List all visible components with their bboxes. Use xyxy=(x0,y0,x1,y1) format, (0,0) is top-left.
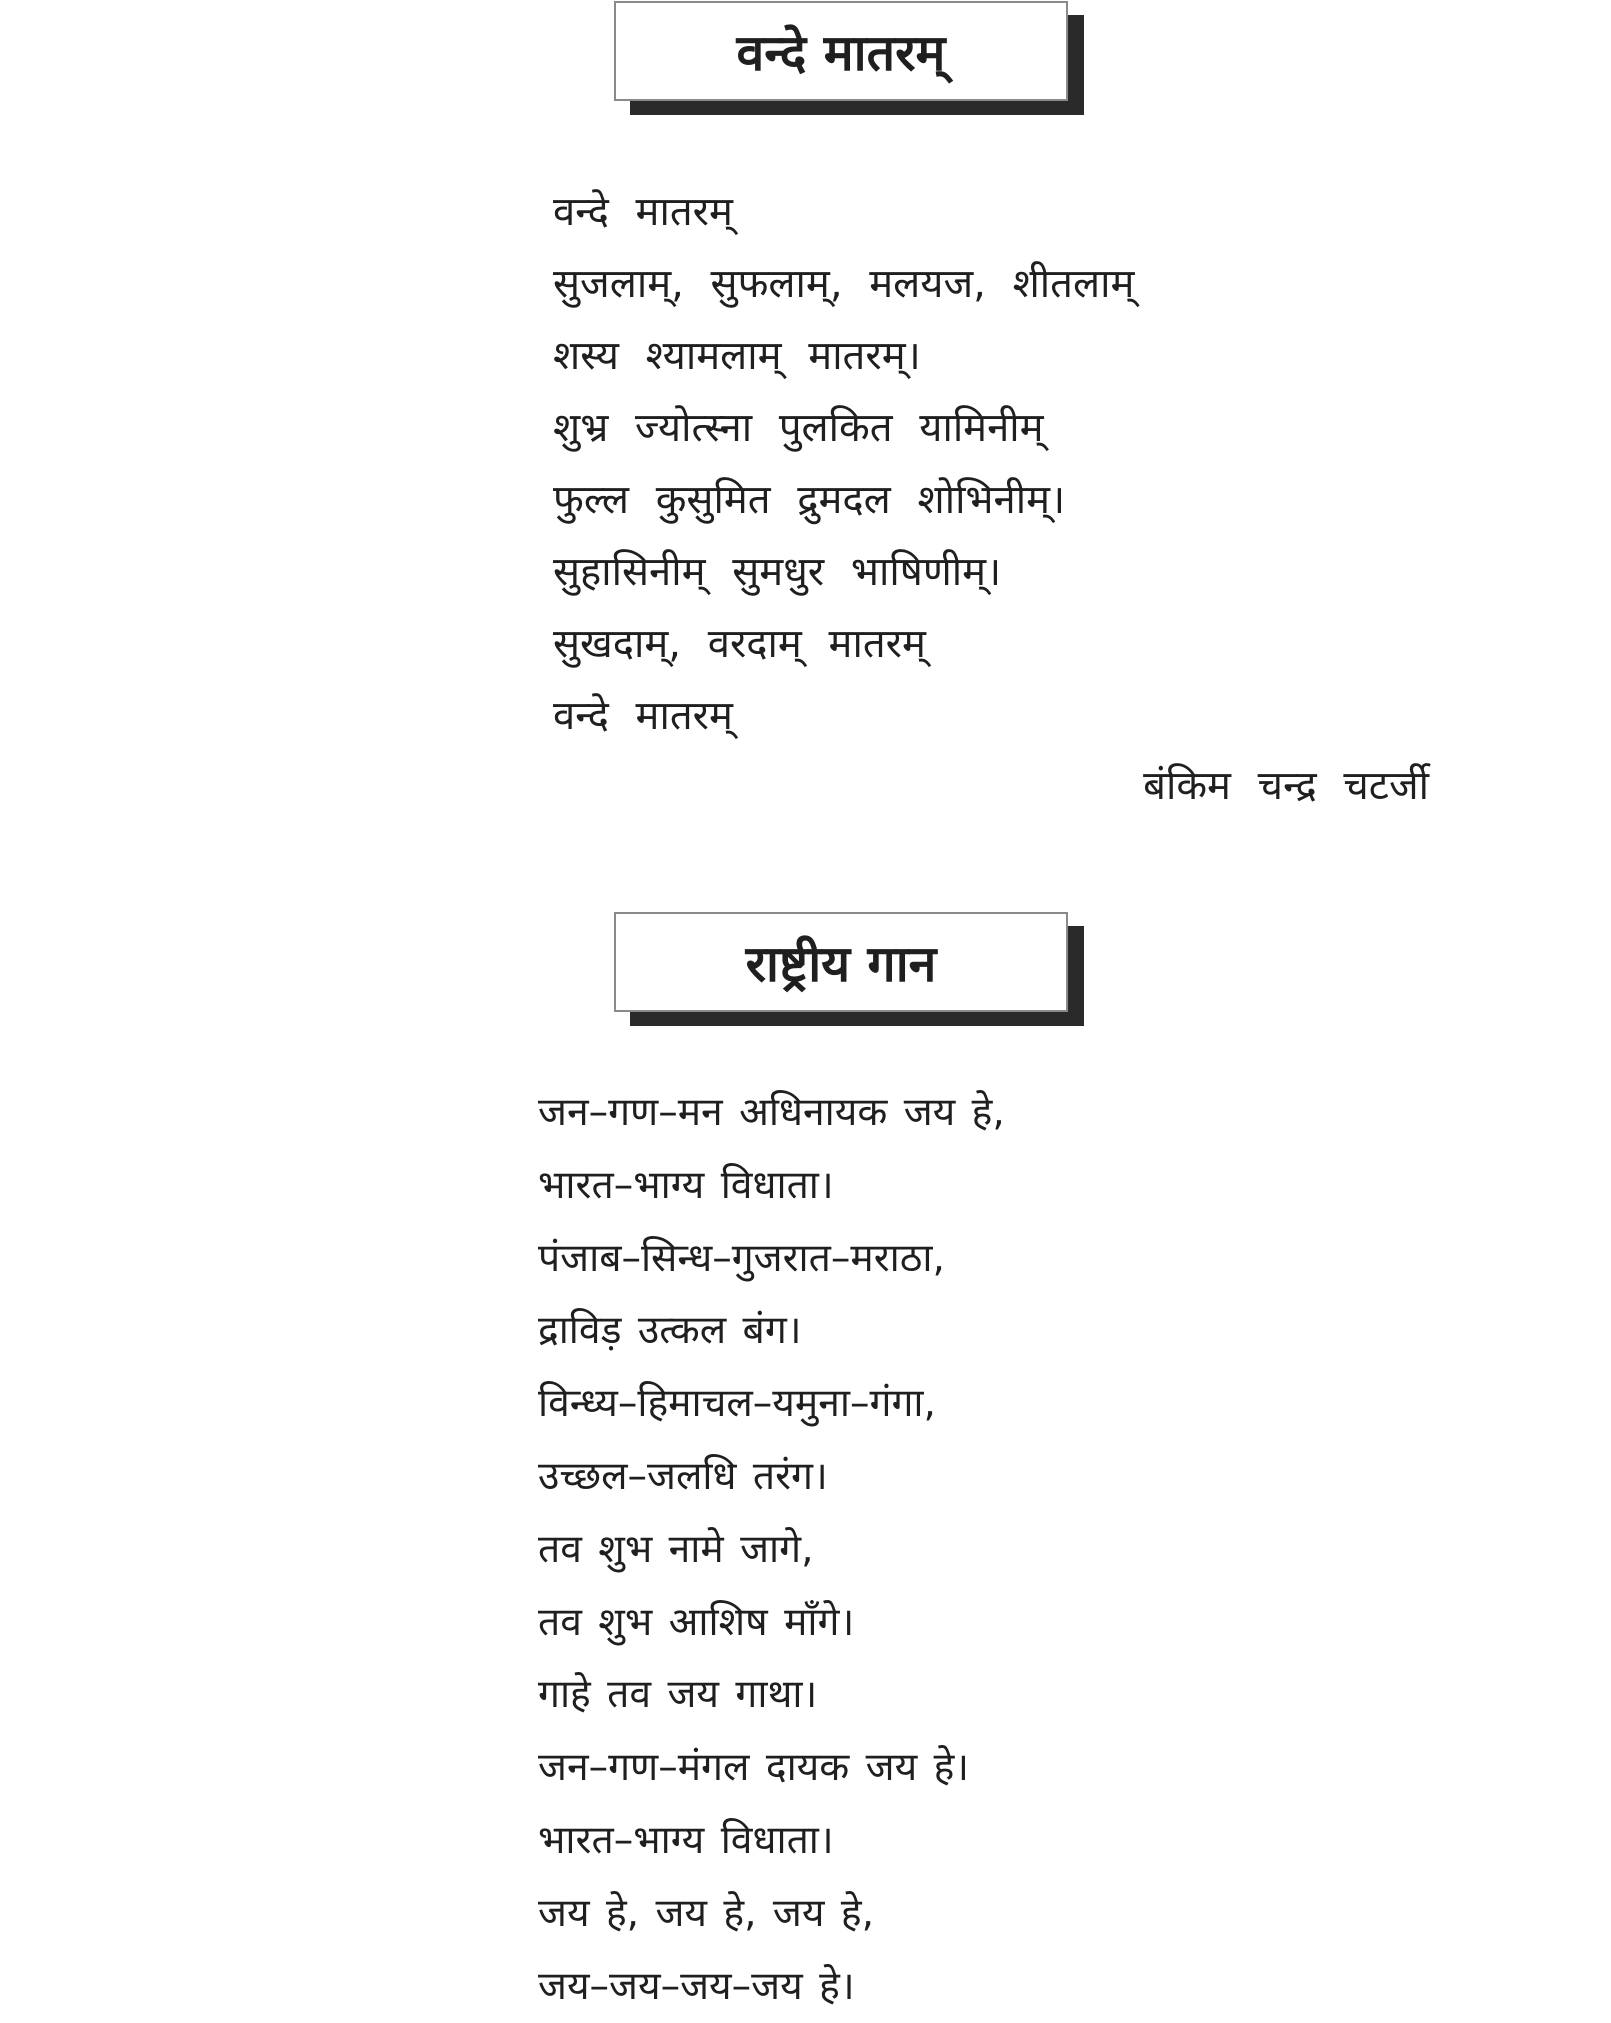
poem-author: बंकिम चन्द्र चटर्जी xyxy=(1143,763,1429,809)
anthem-line: तव शुभ नामे जागे, xyxy=(538,1526,814,1572)
anthem-line: जन–गण–मन अधिनायक जय हे, xyxy=(538,1090,1005,1135)
anthem-line: तव शुभ आशिष माँगे। xyxy=(538,1599,855,1645)
rashtriya-gaan-title: राष्ट्रीय गान xyxy=(745,935,937,993)
poem-line: फुल्ल कुसुमित द्रुमदल शोभिनीम्। xyxy=(553,477,1066,523)
poem-line: वन्दे मातरम् xyxy=(553,693,733,739)
poem-line: शुभ्र ज्योत्स्ना पुलकित यामिनीम् xyxy=(553,405,1044,451)
anthem-line: जन–गण–मंगल दायक जय हे। xyxy=(538,1745,970,1791)
anthem-line: भारत–भाग्य विधाता। xyxy=(538,1817,834,1863)
anthem-line: उच्छल–जलधि तरंग। xyxy=(538,1453,828,1499)
poem-line: सुजलाम्, सुफलाम्, मलयज, शीतलाम् xyxy=(553,261,1135,307)
anthem-line: जय हे, जय हे, जय हे, xyxy=(538,1890,874,1936)
anthem-line: पंजाब–सिन्ध–गुजरात–मराठा, xyxy=(538,1235,945,1281)
vande-mataram-title: वन्दे मातरम् xyxy=(736,24,946,82)
anthem-line: भारत–भाग्य विधाता। xyxy=(538,1162,834,1208)
poem-line: सुखदाम्, वरदाम् मातरम् xyxy=(553,621,926,667)
anthem-line: गाहे तव जय गाथा। xyxy=(538,1672,818,1718)
poem-line: शस्य श्यामलाम् मातरम्। xyxy=(553,333,921,379)
anthem-line: विन्ध्य–हिमाचल–यमुना–गंगा, xyxy=(538,1381,936,1427)
vande-mataram-poem xyxy=(553,176,1134,752)
anthem-line: द्राविड़ उत्कल बंग। xyxy=(538,1308,802,1354)
vande-mataram-title-box xyxy=(614,1,1068,101)
anthem-line: जय–जय–जय–जय हे। xyxy=(538,1963,855,2009)
poem-line: वन्दे मातरम् xyxy=(553,189,733,235)
rashtriya-gaan-poem xyxy=(538,1077,1005,2023)
rashtriya-gaan-title-box xyxy=(614,912,1068,1012)
poem-line: सुहासिनीम् सुमधुर भाषिणीम्। xyxy=(553,549,1002,595)
